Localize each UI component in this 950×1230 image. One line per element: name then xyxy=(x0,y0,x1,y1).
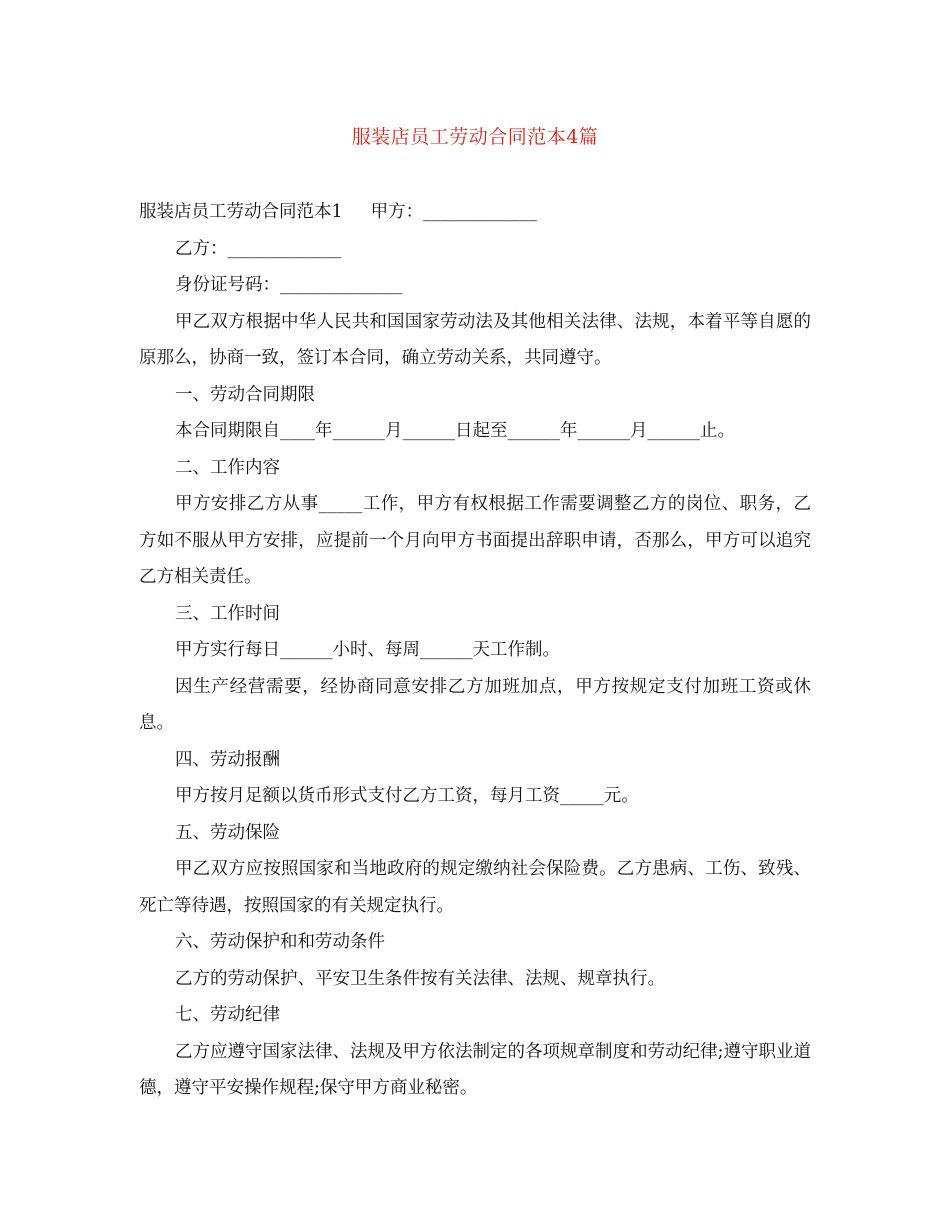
party-a-field: 甲方：_____________ xyxy=(370,202,537,222)
party-b-field: 乙方：_____________ xyxy=(175,238,342,259)
section-heading-discipline: 七、劳动纪律 xyxy=(175,1005,280,1025)
term-paragraph: 本合同期限自____年______月______日起至______年______月______止。 xyxy=(175,421,735,441)
overtime-paragraph: 因生产经营需要，经协商同意安排乙方加班加点，甲方按规定支付加班工资或休息。 xyxy=(139,676,811,733)
protection-paragraph: 乙方的劳动保护、平安卫生条件按有关法律、法规、规章执行。 xyxy=(175,968,665,989)
work-content-paragraph: 甲方安排乙方从事_____工作，甲方有权根据工作需要调整乙方的岗位、职务，乙方如不服从甲方安排，应提前一个月向甲方书面提出辞职申请，否那么，甲方可以追究乙方相关责任。 xyxy=(139,494,811,587)
id-number-field: 身份证号码：______________ xyxy=(175,275,403,295)
insurance-paragraph: 甲乙双方应按照国家和当地政府的规定缴纳社会保险费。乙方患病、工伤、致残、死亡等待遇，按照国家的有关规定执行。 xyxy=(139,859,811,916)
section-heading-insurance: 五、劳动保险 xyxy=(175,822,280,843)
work-time-paragraph: 甲方实行每日______小时、每周______天工作制。 xyxy=(175,640,560,660)
intro-paragraph: 甲乙双方根据中华人民共和国国家劳动法及其他相关法律、法规，本着平等自愿的原那么，协商一致，签订本合同，确立劳动关系，共同遵守。 xyxy=(139,311,811,368)
header-line xyxy=(139,194,811,231)
contract-name: 服装店员工劳动合同范本1 xyxy=(139,202,343,222)
section-heading-work-time: 三、工作时间 xyxy=(175,603,280,624)
document-body xyxy=(139,194,811,1107)
section-heading-work-content: 二、工作内容 xyxy=(175,457,280,478)
document-title: 服装店员工劳动合同范本4篇 xyxy=(351,126,599,148)
remuneration-paragraph: 甲方按月足额以货币形式支付乙方工资，每月工资_____元。 xyxy=(175,786,639,806)
discipline-paragraph: 乙方应遵守国家法律、法规及甲方依法制定的各项规章制度和劳动纪律;遵守职业道德，遵守平安操作规程;保守甲方商业秘密。 xyxy=(139,1041,811,1098)
section-heading-remuneration: 四、劳动报酬 xyxy=(175,749,280,770)
section-heading-term: 一、劳动合同期限 xyxy=(175,384,315,405)
section-heading-protection: 六、劳动保护和和劳动条件 xyxy=(175,932,385,952)
